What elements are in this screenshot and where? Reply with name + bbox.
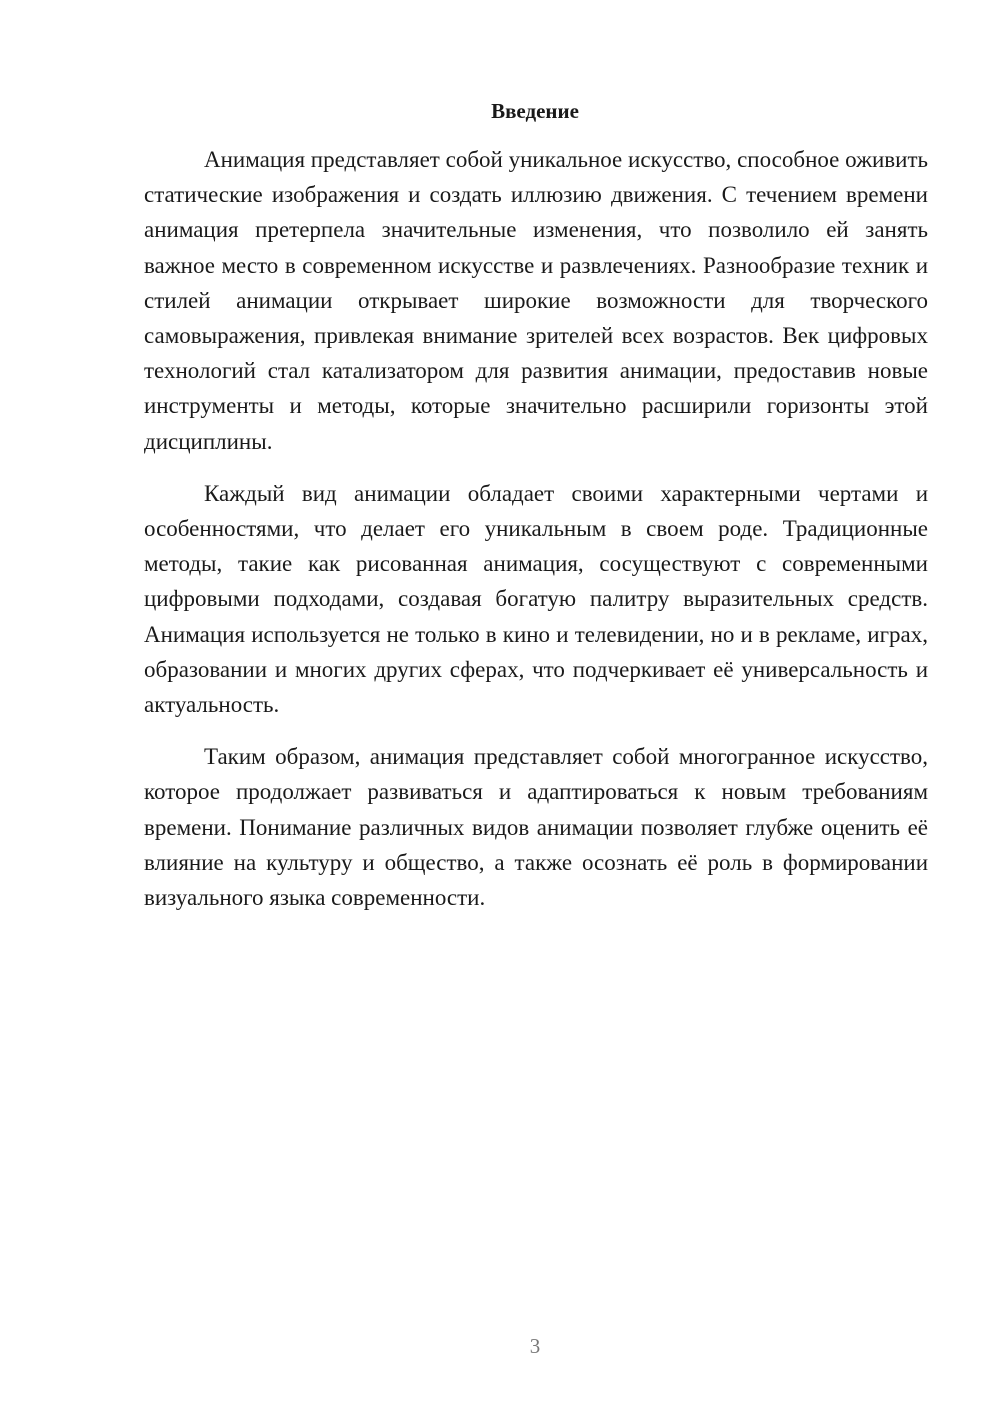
paragraph-1: Анимация представляет собой уникальное искусство, способное оживить статические изображения и создать иллюзию движения. С течением времени анимация претерпела значительные изменения, что позволило ей занять важное место в современном искусстве и развлечениях. Разнообразие техник и стилей анимации открывает широкие возможности для творческого самовыражения, привлекая внимание зрителей всех возрастов. Век цифровых технологий стал катализатором для развития анимации, предоставив новые инструменты и методы, которые значительно расширили горизонты этой дисциплины.: [144, 147, 928, 454]
section-heading: Введение: [491, 99, 579, 123]
paragraph-2: Каждый вид анимации обладает своими характерными чертами и особенностями, что делает его уникальным в своем роде. Традиционные методы, такие как рисованная анимация, сосуществуют с современными цифровыми подходами, создавая богатую палитру выразительных средств. Анимация используется не только в кино и телевидении, но и в рекламе, играх, образовании и многих других сферах, что подчеркивает её универсальность и актуальность.: [144, 480, 928, 718]
paragraph-3: Таким образом, анимация представляет собой многогранное искусство, которое продолжает развиваться и адаптироваться к новым требованиям времени. Понимание различных видов анимации позволяет глубже оценить её влияние на культуру и общество, а также осознать её роль в формировании визуального языка современности.: [144, 744, 928, 911]
page-number: 3: [529, 1334, 541, 1358]
body-text: [144, 142, 928, 932]
